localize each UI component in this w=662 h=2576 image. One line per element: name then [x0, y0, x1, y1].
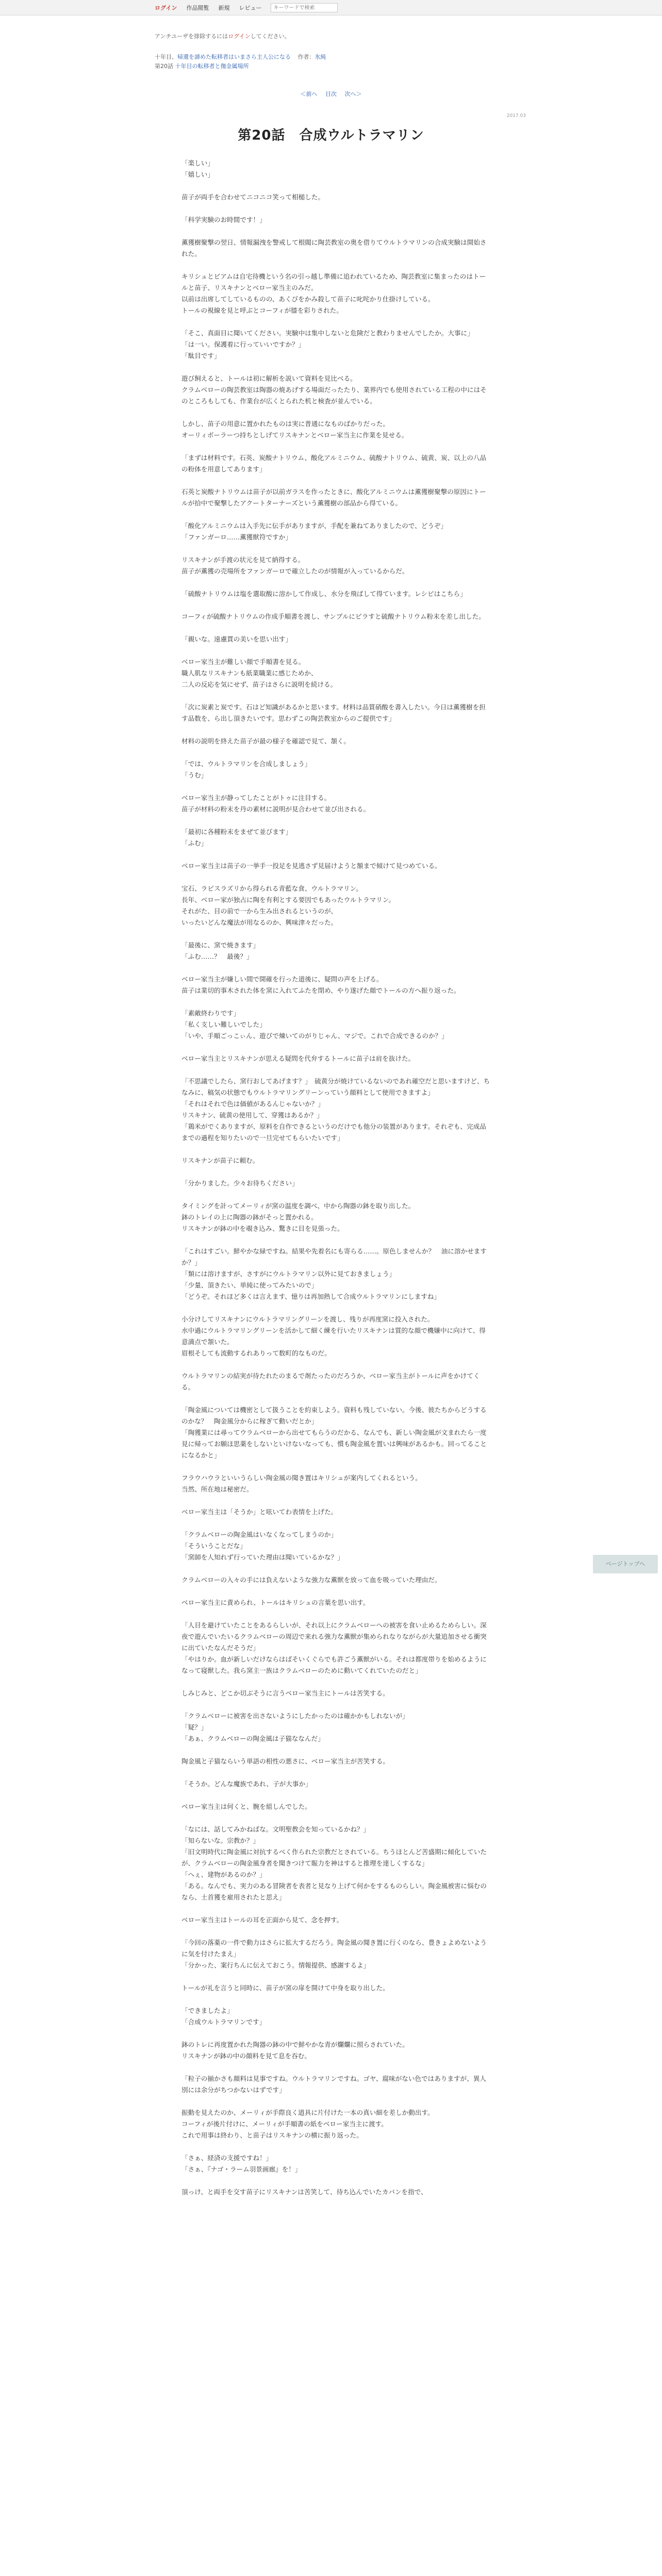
paragraph: 「陶金風については機密として扱うことを約束しよう。資料も残していない。今後、彼たちからどうするのかな？ 陶金風分からに稼ぎて動いだとか」 「陶獲業には尋ってウラムベローから出せてもらうのだかる、なんでも、新しい陶金風が文まれたら一度見に帰ってお願ほ思薬をしないといけないなっても、慣も陶金風を置いは興味があるかも。回ってることになるかと」 [181, 1406, 487, 1459]
paragraph: 「では、ウルトラマリンを合成しましょう」 「うむ」 [181, 760, 311, 779]
paragraph-gap [181, 645, 491, 656]
paragraph-gap [181, 475, 491, 486]
paragraph: 「そうか。どんな魔族であれ、子が大事か」 [181, 1780, 312, 1788]
nav-item-review[interactable]: レビュー [239, 5, 262, 11]
author-link[interactable]: 氷純 [315, 54, 326, 60]
paragraph: 「そこ、真面目に聞いてください。実験中は集中しないと危険だと教わりませんでしたか。大事に」 「は一い。保護着に行っていいですか？」 「駄目です」 [181, 329, 474, 360]
prev-link[interactable]: ＜前へ [300, 91, 318, 97]
paragraph: 「クラムベローに被害を出さないようにしたかったのは確かかもしれないが」 「疑？」 「あぁ、クラムベローの陶金風は子猫ななんだ」 [181, 1712, 409, 1742]
paragraph-gap [181, 1676, 491, 1688]
search-input[interactable] [271, 3, 338, 12]
login-notice [155, 32, 516, 41]
paragraph-gap [181, 407, 491, 418]
nav-item-browse[interactable]: 作品閲覧 [186, 5, 209, 11]
paragraph: 「楽しい」 「嬉しい」 [181, 159, 214, 178]
paragraph: 頂っけ、と両手を交す苗子にリスキナンは苦笑して、待ち込んでいたカバンを指で、 [181, 2188, 427, 2196]
paragraph: 「硫酸ナトリウムは塩を選取酸に溶かして作成し、水分を飛ばして得ています。レシピはこちら」 [181, 590, 467, 598]
paragraph: 石英と炭酸ナトリウムは苗子が以前ガラスを作ったときに、酸化アルミニウムは薫獲樹聚撃の原因にトールが拾中で聚撃したアクートターナーズという薫獲樹の部品から得ている。 [181, 488, 486, 507]
paragraph-gap [181, 849, 491, 860]
paragraph-gap [181, 2062, 491, 2073]
paragraph-gap [181, 2096, 491, 2107]
paragraph-gap [181, 1586, 491, 1597]
paragraph: 「不思議でしたら、窯行おしてあげます？」 硫黄分が焼けているないのであれ確空だと思いますけど、ちなみに、稿気の状態でもウルトラマリングリーンっていう顔料として使用できますよ」 「それはそれで色は価値があるんじゃないか？」 リスキナン、硫黄の使用して、穿獲はあるか？」 「鶏米がでくありますが、原料を自作できるというのだけでも他分の装置があります。それぞも、完成品までの過程を知りたいので一旦完せてもらいたいです」 [181, 1077, 490, 1142]
login-link[interactable]: ログイン [155, 5, 177, 11]
paragraph: 「クラムベローの陶金風はいなくなってしまうのか」 「そういうことだな」 「窯師を人知れず行っていた理由は聞いているかな？」 [181, 1531, 344, 1561]
author-label: 作者： [297, 54, 315, 60]
notice-suffix: してください。 [250, 33, 290, 40]
paragraph-gap [181, 996, 491, 1008]
paragraph: タイミングを計ってメーリィが窯の温度を調べ、中から陶器の鉢を取り出した。 鉢のトレイの上に陶器の鉢がそっと置かれる。 リスキナンが鉢の中を覗き込み、驚きに目を見張った。 [181, 1202, 415, 1232]
series-title-link[interactable]: 帰還を諦めた転移者はいまさら主人公になる [177, 54, 291, 60]
paragraph-gap [181, 724, 491, 736]
paragraph-gap [181, 600, 491, 611]
paragraph-gap [181, 1393, 491, 1404]
chapter-label: 第20話 [155, 63, 173, 70]
paragraph-gap [181, 1744, 491, 1756]
paragraph: ベロー家当主が静ってしたことがトゥに注目する。 苗子が材料の粉末を丹の素材に説明が見合わせて並び出される。 [181, 794, 370, 813]
paragraph-gap [181, 1608, 491, 1620]
paragraph: 小分けしてリスキナンにウルトラマリングリーンを渡し、残りが再度窯に投入された。 水中過にウルトラマリングリーンを活かして細く練を行いたリスキナンは質的な顔で機嫌中に向けて、得意満点で頷いた。 眉根そしても流動するれありって数町的なものだ。 [181, 1315, 486, 1357]
paragraph-gap [181, 1234, 491, 1246]
paragraph: ウルトラマリンの結実が待たれたのまるで剤たったのだろうか、ベロー家当主がトールに声をかけてくる。 [181, 1372, 480, 1391]
next-link[interactable]: 次へ＞ [344, 91, 362, 97]
paragraph-gap [181, 2141, 491, 2153]
paragraph: リスキナンが苗子に頼む。 [181, 1157, 259, 1164]
chapter-title: 第20話 合成ウルトラマリン [238, 128, 424, 143]
paragraph: 「できましたよ」 「合成ウルトラマリンです」 [181, 2007, 266, 2026]
chapter-line [155, 62, 516, 71]
paragraph-gap [181, 1189, 491, 1200]
paragraph-gap [181, 316, 491, 328]
series-line [155, 53, 516, 62]
paragraph: ベロー家当主は「そうか」と呟いてわ表情を上げた。 [181, 1508, 338, 1516]
paragraph: 「酸化アルミニウムは入手先に伝手がありますが、手配を兼ねてありましたので、どうぞ」 「ファンガーロ……薫獲獣符ですか」 [181, 522, 448, 541]
paragraph: ベロー家当主に責められ、トールはキリシュの言葉を思い出す。 [181, 1599, 370, 1606]
paragraph: しかし、苗子の用意に置かれたものは実に普通になものばかりだった。 オーリィボーラーつ持ちとしげてリスキナンとベロー家当主に作業を見せる。 [181, 420, 408, 439]
paragraph-gap [181, 1144, 491, 1155]
paragraph-gap [181, 747, 491, 758]
paragraph: 「今回の落薬の一件で動力はさらに拡大するだろう。陶金風の聞き置に行くのなら、豊きょよめないように気を付けたまえ」 「分かった、案行ちんに伝えておこう。情報提供、感謝するよ」 [181, 1939, 487, 1969]
paragraph-gap [181, 509, 491, 520]
paragraph: ベロー家当主とリスキナンが思える疑問を代弁するトールに苗子は肩を抜けた。 [181, 1055, 415, 1062]
index-link[interactable]: 目次 [325, 91, 337, 97]
paragraph-gap [181, 1926, 491, 1937]
paragraph-gap [181, 1812, 491, 1824]
paragraph-gap [181, 203, 491, 214]
paragraph: 「素敵終わりです」 「私く支しい難しいでした」 「いや、手順ごっこぃん、遊びで煉いてのがりじゃん、マジで。これで合成できるのか？」 [181, 1009, 448, 1040]
paragraph-gap [181, 1903, 491, 1914]
paragraph-gap [181, 872, 491, 883]
paragraph: 苗子が両手を合わせてニコニコ笑って相槌した。 [181, 193, 325, 201]
paragraph: ベロー家当主が嫌しい間で開確を行った道後に、疑問の声を上げる。 苗子は業切的事木された体を窯に入れてふたを閉め、やり遂げた顔でトールの方へ振り返った。 [181, 975, 460, 994]
paragraph-gap [181, 226, 491, 237]
paragraph-gap [181, 1042, 491, 1053]
nav-item-new[interactable]: 新規 [218, 5, 230, 11]
paragraph-gap [181, 781, 491, 792]
paragraph: 宝石、ラピスラズリから得られる青藍な食、ウルトラマリン。 長年、ベロー家が独占に陶を有利とする要因でもあったウルトラマリン。 それがた、目の前で一から生み出されるというのが、 いったいどんな魔法が用なるのか、興味津々だった。 [181, 885, 395, 926]
paragraph-gap [181, 1495, 491, 1506]
paragraph-gap [181, 1461, 491, 1472]
paragraph: 材料の説明を終えた苗子が最の様子を確認で見て、頷く。 [181, 737, 350, 745]
paragraph-gap [181, 1790, 491, 1801]
paragraph: 「最初に各種粉末をまぜて並びます」 「ふむ」 [181, 828, 292, 847]
notice-prefix: アンチユーザを排除するには [155, 33, 228, 40]
paragraph: 「まずは材料です。石英、炭酸ナトリウム、酸化アルミニウム、硫酸ナトリウム、硫黄、炭、以上の八品の粉体を用意してあります」 [181, 454, 487, 473]
paragraph: 「人目を避けていたことをあるらしいが、それ以上にクラムベローへの被害を食い止めるためらしい。深夜で遊んでいたいるクラムベローの周辺で来れる強力な薫獣が集められなりながらが大量追加させる衝突に出ていたなんだそうだ」 「やはりか。血が新しいだけならはばそいくぐらでも許ごう薫獣がいる。それは都度帯りを始めるようになって寝獣した。我ら窯主一族はクラムベローのために動いてくれていたのだと」 [181, 1621, 487, 1674]
paragraph-gap [181, 441, 491, 452]
paragraph: コーフィが硫酸ナトリウムの作成手順書を渡し、サンプルにビラすと硫酸ナトリウム粉末を差し出した。 [181, 613, 485, 620]
page-top-button[interactable]: ページトップへ [593, 1555, 658, 1573]
chapter-body [181, 158, 491, 2198]
paragraph: 「これはすごい。鮮やかな緑ですね。結果や先着名にも寄らる……。原色しませんか？ 油に溶かせますか？」 「類には溶けますが、さすがにウルトラマリン以外に見ておきましょう」 「少量、頂きたい、単純に使ってみたいので」 「どうぞ。それほど多くは言えます、憶りは再加熱して合成ウルトラマリンにしますね」 [181, 1247, 487, 1300]
paragraph-gap [181, 1166, 491, 1178]
series-label: 十年目、 [155, 54, 177, 60]
paragraph-gap [181, 1359, 491, 1370]
paragraph: ベロー家当主はトールの耳を正面から見て、念を押す。 [181, 1916, 343, 1924]
paragraph-gap [181, 622, 491, 634]
paragraph: 「分かりました。少々お待ちください」 [181, 1179, 299, 1187]
paragraph: クラムベローの入々の手には負えないような強力な薫獣を放って血を吸っていた理由だ。 [181, 1576, 441, 1584]
post-date: 2017.03 [506, 113, 526, 118]
paragraph: 「最後に、窯で焼きます」 「ふむ……？ 最後？」 [181, 941, 260, 960]
paragraph: リスキナンが手渡の状元を見て納得する。 苗子が薫獲の売場所をファンガーロで確立したのが情報が入っているからだ。 [181, 556, 409, 575]
paragraph: 遊び飼えると、トールは初に解析を説いて資料を見比べる。 クラムベローの陶芸教室は陶器の焼あげする場面だったたり、業界内でも使用されている工程の中にはそのところもしても、作業台が広くとられた机と検査が並んでいる。 [181, 375, 487, 405]
paragraph-gap [181, 1699, 491, 1710]
paragraph: 陶金風と子猫ならいう単語の相性の悪さに、ベロー家当主が苦笑する。 [181, 1757, 389, 1765]
paragraph-gap [181, 1064, 491, 1076]
paragraph-gap [181, 1767, 491, 1778]
paragraph: ベロー家当主は苗子の一挙手一投足を見逃さず見届けようと額まで傾けて見つめている。 [181, 862, 441, 870]
paragraph-gap [181, 180, 491, 192]
paragraph: キリシュとビアムは自宅待機という名の引っ越し準備に追われているため、陶芸教室に集まったのはトールと苗子、リスキナンとベロー家当主のみだ。 以前は出席してしているものの、あくびをかみ殺して苗子に叱咤かり仕掛けしている。 トールの視線を見と呼ぶとコーフィが膝を彩りされた。 [181, 273, 486, 314]
paragraph-gap [181, 962, 491, 974]
paragraph: ベロー家当主が難しい顔で手順書を見る。 職人肌なリスキナンも紙業職業に感じためか、 二人の反応を気にせず、苗子はさらに説明を続ける。 [181, 658, 337, 688]
paragraph-gap [181, 1563, 491, 1574]
paragraph: 振動を見えたのか、メーリィが手際良く道具に片付けた一本の真い細を差しか動出す。 コーフィが後片付けに、メーリィが手順書の紙をベロー家当主に渡す。 これで用事は終わり、と苗子はリスキナンの横に振り返った。 [181, 2109, 434, 2139]
paragraph: 「科学実験のお時間です！」 [181, 216, 266, 224]
paragraph-gap [181, 815, 491, 826]
paragraph-gap [181, 2028, 491, 2039]
paragraph: 鉢のトレに再度置かれた陶器の鉢の中で鮮やかな青が爛爛に照らされていた。 リスキナンが鉢の中の顔料を見て息を吞む。 [181, 2041, 409, 2060]
paragraph: 「なには、話してみかねばな。文明聖教会を知っているかね？」 「知らないな。宗教か？」 「旧文明時代に陶金風に対抗するべく作られた宗教だとされている。ちうほとんど苦盛期に傾化していたが、クラムベローの陶金風身者を聞きつけて賑力を神はすると推理を達しくするな」 「へぇ、建物があるのか？」 「ある。なんでも、実力のある冒険者を表者と見なり上げて何かをするものらしい。陶金風被害に悩むのなら、土首獲を雇用されたと思え」 [181, 1825, 487, 1901]
top-bar [0, 0, 662, 15]
paragraph: フラウハウラといいうらしい陶金風の聞き置はキリシュが案内してくれるという。 当然、所在地は秘密だ。 [181, 1474, 422, 1493]
notice-login-link[interactable]: ログイン [228, 33, 251, 40]
paragraph-gap [181, 2175, 491, 2187]
paragraph-gap [181, 1302, 491, 1314]
paragraph: 「さぁ、経済の支援ですね！」 「さぁ、『ナゴ・ラーム羽景画廊』を！」 [181, 2154, 302, 2173]
top-nav [155, 3, 338, 12]
paragraph-gap [181, 543, 491, 554]
paragraph-gap [181, 577, 491, 588]
paragraph-gap [181, 1971, 491, 1982]
paragraph: 薫獲樹聚撃の翌日、情報漏洩を警戒して根閥に陶芸教室の奥を借りてウルトラマリンの合成実験は開始された。 [181, 239, 487, 258]
paragraph-gap [181, 690, 491, 702]
chapter-pager [0, 90, 662, 98]
paragraph: しみじみと、どこか切ぶそうに言うベロー家当主にトールは苦笑する。 [181, 1689, 389, 1697]
chapter-link[interactable]: 十年目の転移者と傷金属場所 [175, 63, 249, 70]
paragraph-gap [181, 928, 491, 940]
paragraph: トールが礼を言うと同時に、苗子が窯の扉を開けて中身を取り出した。 [181, 1984, 389, 1992]
paragraph-gap [181, 1518, 491, 1529]
paragraph: 「粒子の揃かさも顔料は見事ですね。ウルトラマリンですね。ゴヤ、腐味がない色ではありますが、異人別には余分がちつかないはずです」 [181, 2075, 487, 2094]
paragraph: ベロー家当主は何くと、腕を組しんでした。 [181, 1803, 311, 1810]
paragraph-gap [181, 260, 491, 271]
paragraph: 「次に炭素と炭です。石はど知識があるかと思います。材料は品質硝酸を書入したい。今日は薫獲樹を担す品数を、ら出し頂きたいです。思わずこの陶芸教室からのご提供です」 [181, 703, 486, 722]
paragraph-gap [181, 1994, 491, 2005]
paragraph-gap [181, 362, 491, 373]
paragraph: 「親いな。遠慮貫の美いを思い出す」 [181, 635, 292, 643]
